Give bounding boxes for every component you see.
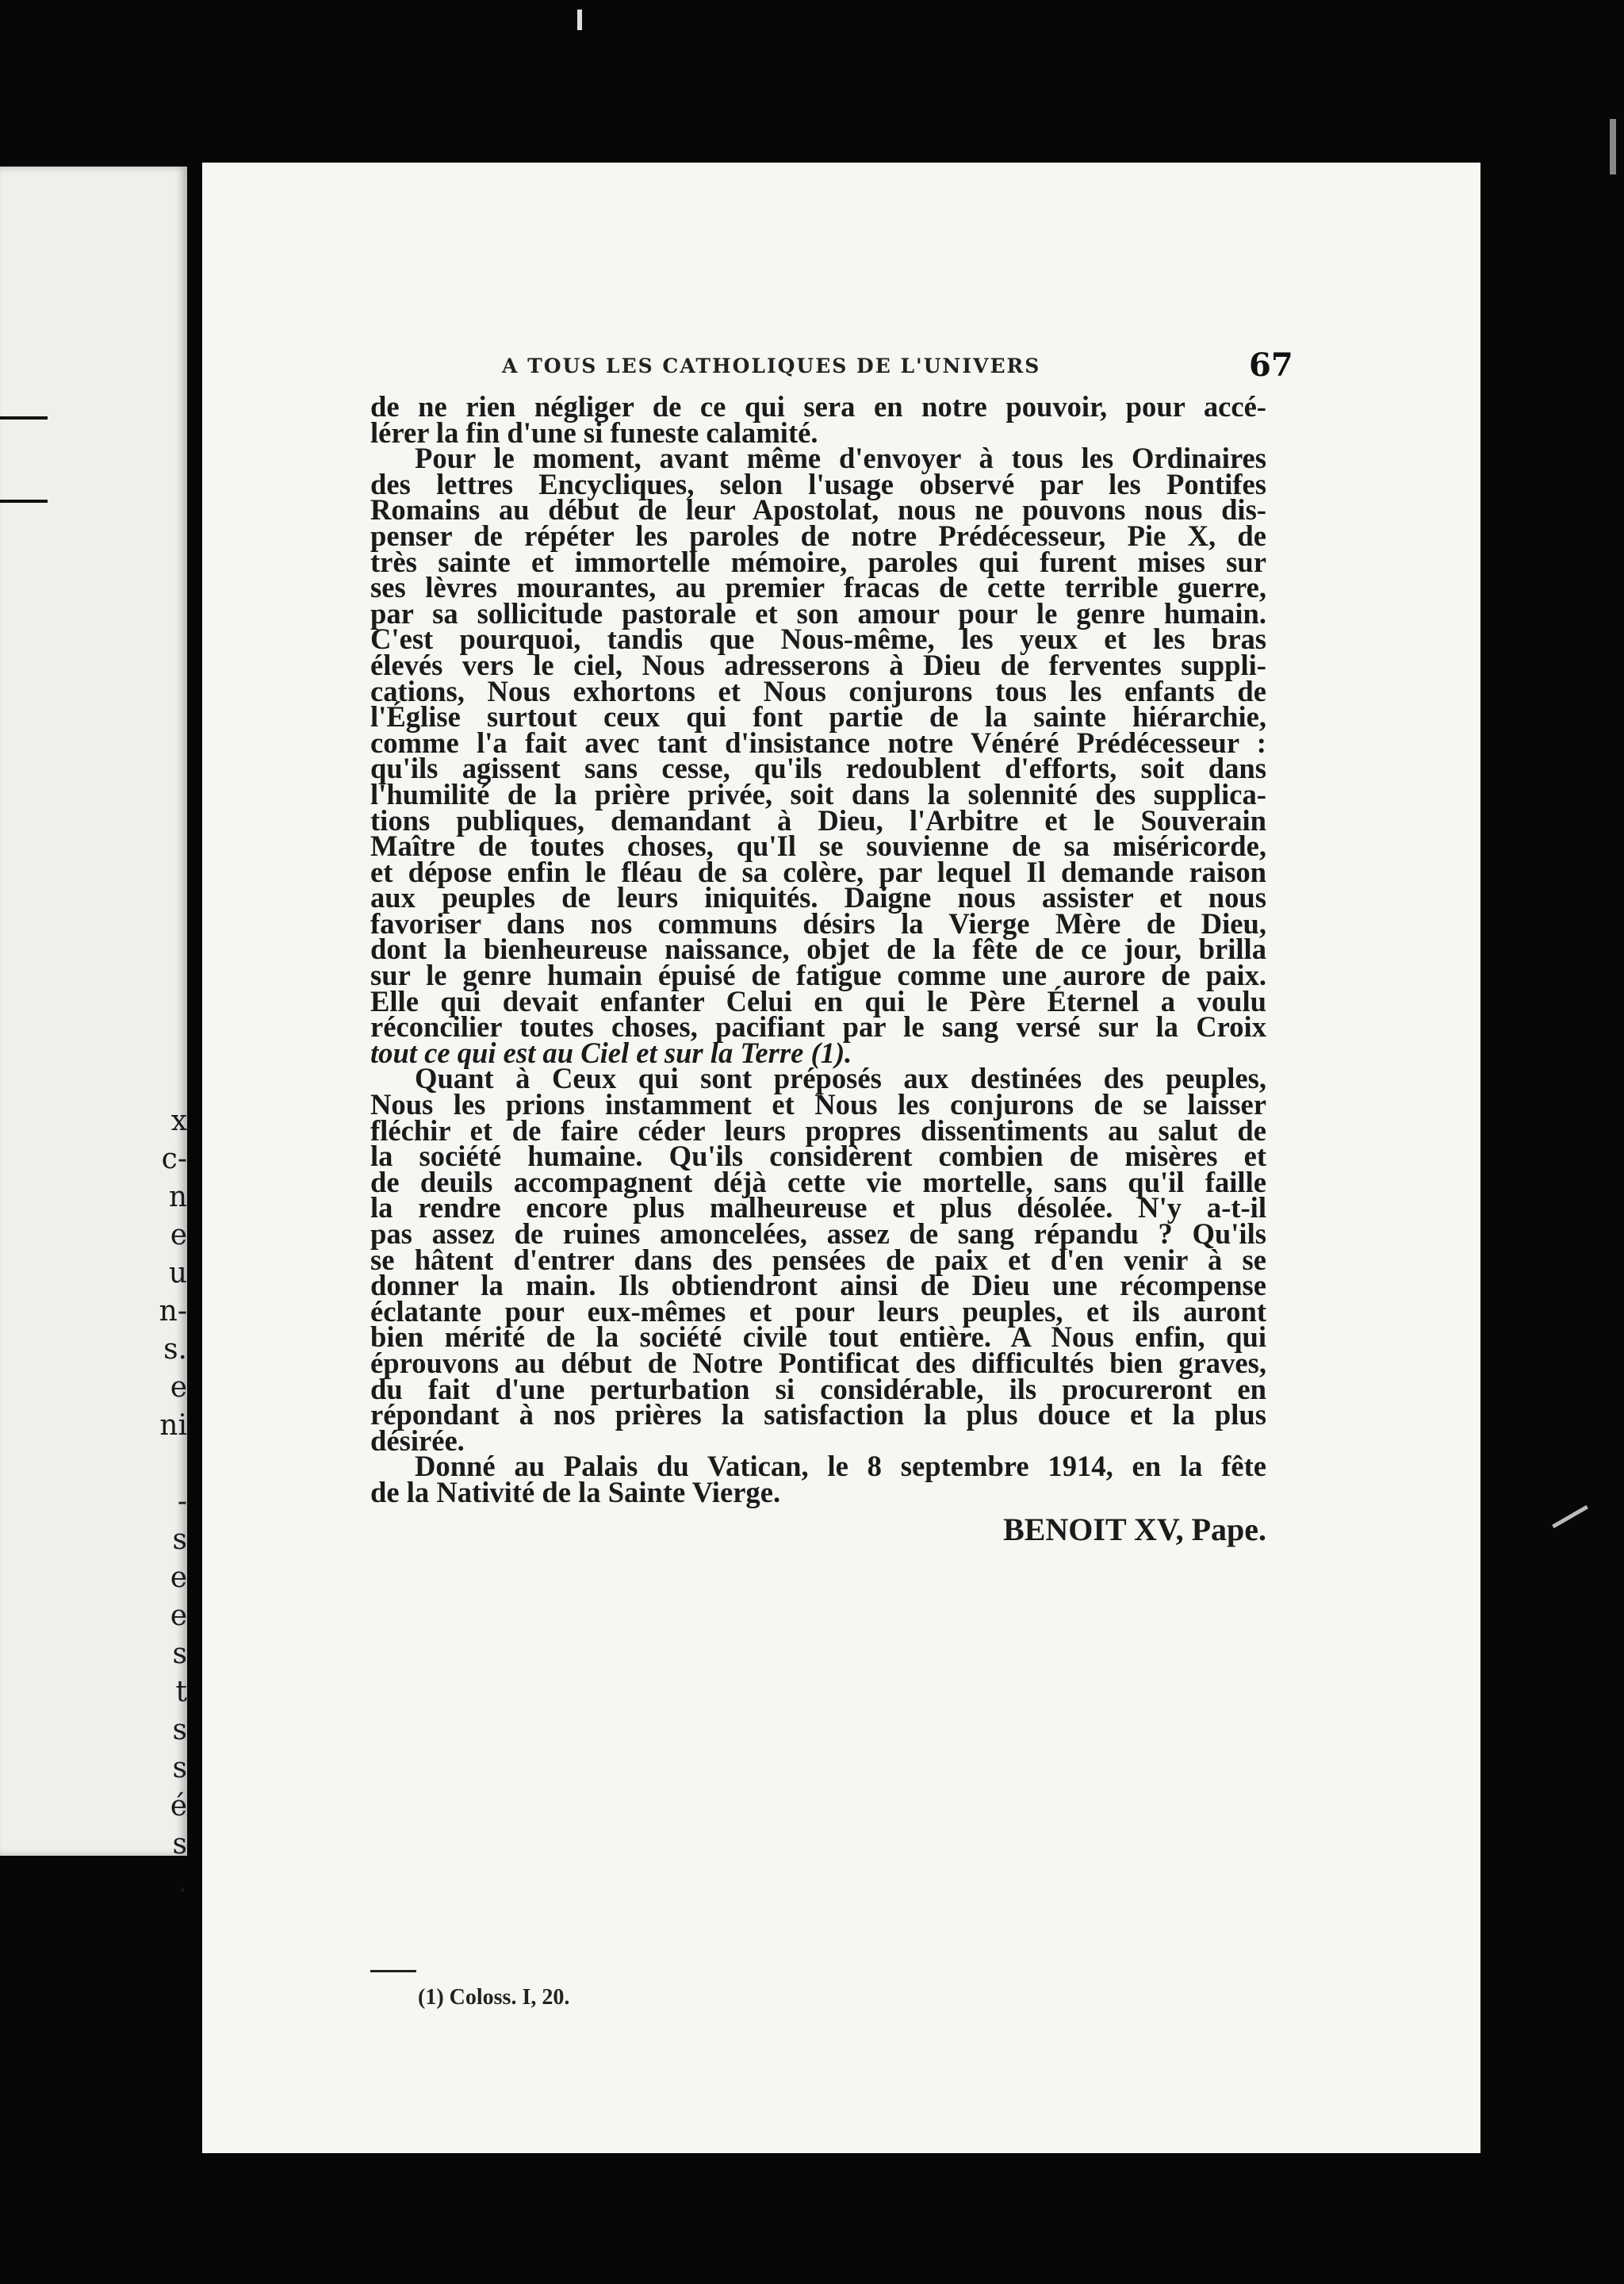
text-line: répondant à nos prières la satisfaction la plus douce et la plus xyxy=(370,1398,1266,1431)
left-page-text-fragments: x c- n e u n- s. e ni - s e e s t s s é s . xyxy=(159,1105,187,1899)
text-line: et dépose enfin le fléau de sa colère, par lequel Il demande raison xyxy=(370,855,1266,888)
running-header: A TOUS LES CATHOLIQUES DE L'UNIVERS xyxy=(502,354,1041,377)
text-line: l'Église surtout ceux qui font partie de la sainte hiérarchie, xyxy=(370,700,1266,734)
text-line: Quant à Ceux qui sont préposés aux destinées des peuples, xyxy=(415,1062,1266,1095)
text-line: de deuils accompagnent déjà cette vie mortelle, sans qu'il faille xyxy=(370,1165,1266,1198)
signature: BENOIT XV, Pape. xyxy=(1003,1511,1266,1547)
text-line: pas assez de ruines amoncelées, assez de sang répandu ? Qu'ils xyxy=(370,1217,1266,1250)
body-text xyxy=(370,390,1266,1547)
page-number: 67 xyxy=(1249,347,1293,384)
facing-left-page xyxy=(0,167,187,1899)
footnote-rule xyxy=(370,1970,416,1972)
text-line: qu'ils agissent sans cesse, qu'ils redoublent d'efforts, soit dans xyxy=(370,752,1266,785)
text-line: comme l'a fait avec tant d'insistance notre Vénéré Prédécesseur : xyxy=(370,726,1266,759)
show-through-text xyxy=(1082,1836,1455,1931)
text-line: se hâtent d'entrer dans des pensées de paix et d'en venir à se xyxy=(370,1243,1266,1276)
text-line: des lettres Encycliques, selon l'usage observé par les Pontifes xyxy=(370,467,1266,500)
text-line: tout ce qui est au Ciel et sur la Terre (1). xyxy=(370,1036,852,1069)
text-line: du fait d'une perturbation si considérable, ils procureront en xyxy=(370,1372,1266,1405)
text-line: Romains au début de leur Apostolat, nous ne pouvons nous dis- xyxy=(370,493,1266,527)
text-line: ses lèvres mourantes, au premier fracas de cette terrible guerre, xyxy=(370,571,1266,604)
text-line: lérer la fin d'une si funeste calamité. xyxy=(370,416,818,449)
text-line: par sa sollicitude pastorale et son amour pour le genre humain. xyxy=(370,596,1266,630)
text-line: dont la bienheureuse naissance, objet de la fête de ce jour, brilla xyxy=(370,933,1266,966)
left-page-rule xyxy=(0,500,48,503)
text-line: la société humaine. Qu'ils considèrent combien de misères et xyxy=(370,1140,1266,1173)
film-scratch xyxy=(1552,1505,1588,1528)
text-line: sur le genre humain épuisé de fatigue comme une aurore de paix. xyxy=(370,959,1266,992)
text-line: Elle qui devait enfanter Celui en qui le Père Éternel a voulu xyxy=(370,984,1266,1017)
text-line: éprouvons au début de Notre Pontificat des difficultés bien graves, xyxy=(370,1346,1266,1379)
text-line: fléchir et de faire céder leurs propres dissentiments au salut de xyxy=(370,1113,1266,1147)
text-line: de la Nativité de la Sainte Vierge. xyxy=(370,1475,781,1508)
book-page xyxy=(202,163,1480,2153)
text-line: Donné au Palais du Vatican, le 8 septembre 1914, en la fête xyxy=(415,1450,1266,1483)
text-line: bien mérité de la société civile tout entière. A Nous enfin, qui xyxy=(370,1320,1266,1354)
text-line: réconcilier toutes choses, pacifiant par le sang versé sur la Croix xyxy=(370,1010,1266,1044)
text-line: donner la main. Ils obtiendront ainsi de Dieu une récompense xyxy=(370,1269,1266,1302)
text-line: cations, Nous exhortons et Nous conjurons tous les enfants de xyxy=(370,674,1266,707)
text-line: éclatante pour eux-mêmes et pour leurs peuples, et ils auront xyxy=(370,1294,1266,1328)
left-page-rule xyxy=(0,416,48,420)
text-line: très sainte et immortelle mémoire, paroles qui furent mises sur xyxy=(370,545,1266,578)
text-line: Pour le moment, avant même d'envoyer à tous les Ordinaires xyxy=(415,442,1266,475)
text-line: aux peuples de leurs iniquités. Daigne nous assister et nous xyxy=(370,881,1266,914)
text-line: tions publiques, demandant à Dieu, l'Arbitre et le Souverain xyxy=(370,803,1266,837)
text-line: Nous les prions instamment et Nous les conjurons de se laisser xyxy=(370,1088,1266,1121)
text-line: la rendre encore plus malheureuse et plus désolée. N'y a-t-il xyxy=(370,1191,1266,1224)
text-line: C'est pourquoi, tandis que Nous-même, les yeux et les bras xyxy=(370,623,1266,656)
film-scratch xyxy=(1610,119,1616,174)
text-line: désirée. xyxy=(370,1424,465,1457)
text-line: l'humilité de la prière privée, soit dans la solennité des supplica- xyxy=(370,777,1266,811)
text-line: Maître de toutes choses, qu'Il se souvienne de sa miséricorde, xyxy=(370,830,1266,863)
text-line: penser de répéter les paroles de notre Prédécesseur, Pie X, de xyxy=(370,519,1266,552)
footnote: (1) Coloss. I, 20. xyxy=(418,1985,570,2010)
film-speck xyxy=(577,10,582,30)
text-line: de ne rien négliger de ce qui sera en notre pouvoir, pour accé- xyxy=(370,390,1266,423)
text-line: élevés vers le ciel, Nous adresserons à Dieu de ferventes suppli- xyxy=(370,648,1266,681)
text-line: favoriser dans nos communs désirs la Vierge Mère de Dieu, xyxy=(370,906,1266,940)
